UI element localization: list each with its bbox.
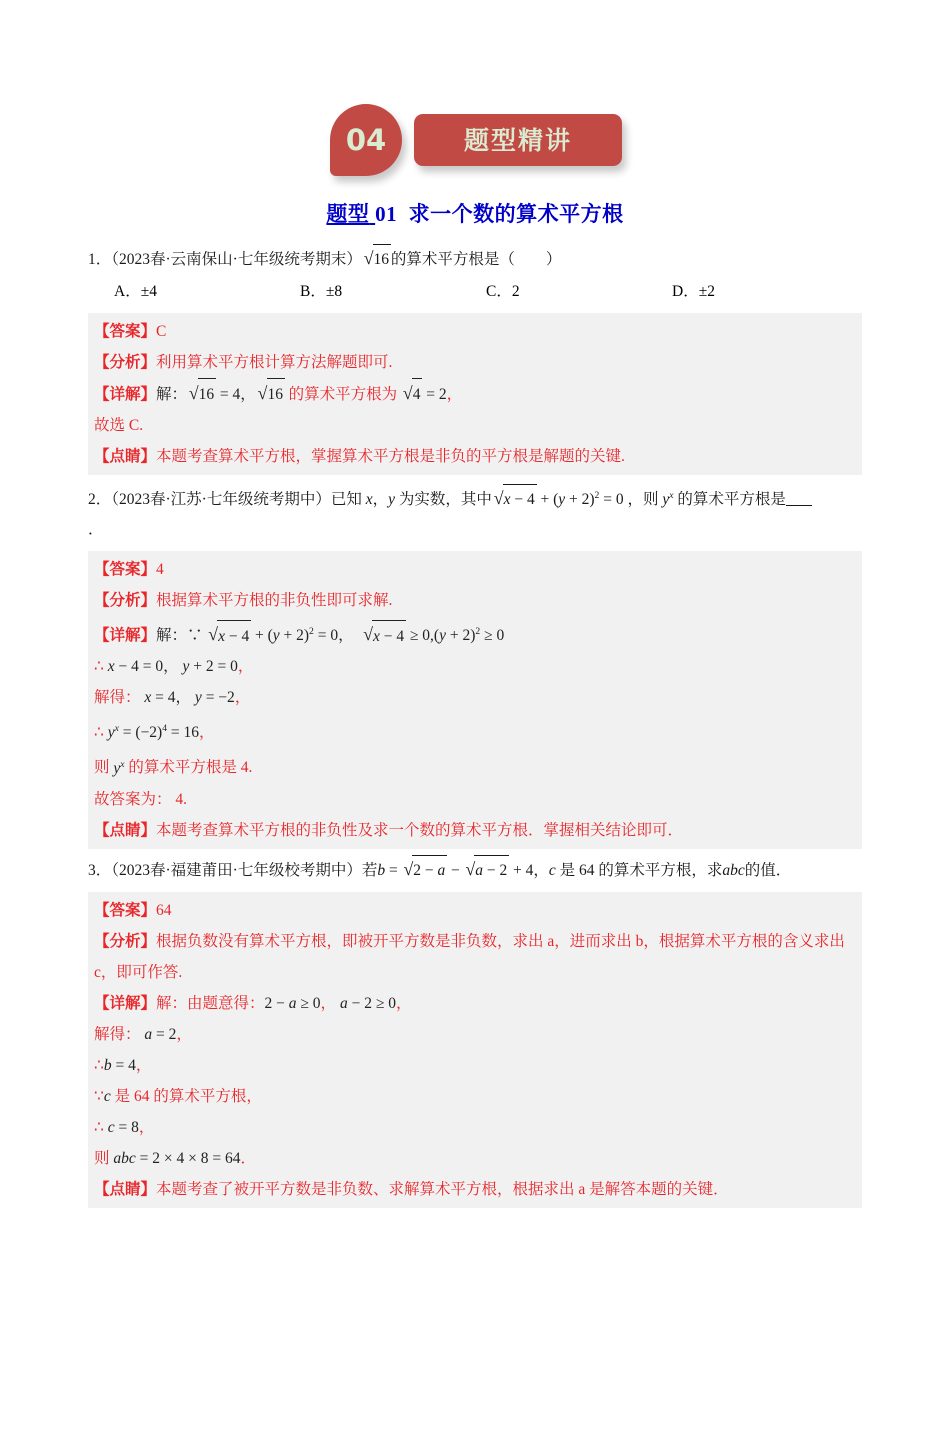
answer-line bbox=[88, 554, 862, 585]
math-sqrt-a-minus-2: √a − 2 bbox=[464, 855, 510, 886]
section-banner bbox=[0, 104, 950, 176]
question-text: 的算术平方根是（ ） bbox=[390, 251, 562, 268]
insight-text: 本题考查算术平方根的非负性及求一个数的算术平方根．掌握相关结论即可． bbox=[156, 821, 684, 839]
banner-number-badge bbox=[330, 104, 402, 176]
option-c-value: 2 bbox=[511, 283, 520, 300]
banner-title-bar bbox=[414, 114, 622, 166]
analysis-label: 【分析】 bbox=[94, 354, 157, 371]
choose-label: 故选 bbox=[94, 417, 126, 434]
detail-line-3: ∴b = 4， bbox=[94, 1056, 152, 1074]
math-sqrt-x-minus-4: √x − 4 bbox=[492, 484, 537, 515]
question-stem: 3．（2023春·福建莆田·七年级校考期中）若b = √2 − a − √a − 2 + 4，c 是 64 的算术平方根，求abc的值． bbox=[88, 855, 862, 886]
detail-label: 【详解】 bbox=[94, 386, 157, 403]
option-c-key: C． bbox=[486, 283, 512, 300]
math-sqrt-16: √16 bbox=[362, 244, 391, 275]
insight-label: 【点睛】 bbox=[94, 448, 157, 465]
question-stem: 2．（2023春·江苏·七年级统考期中）已知 x，y 为实数，其中 $√x - 4 + (y + 2)^2 = 0$ ，则 $y^x$ 的算术平方根是 bbox=[88, 481, 862, 515]
option-c[interactable] bbox=[486, 277, 672, 307]
analysis-label: 【分析】 bbox=[94, 592, 157, 610]
solve-word: 解： bbox=[156, 386, 188, 403]
banner-title: 题型精讲 bbox=[463, 125, 572, 155]
detail-label: 【详解】 bbox=[94, 994, 157, 1012]
insight-line bbox=[88, 441, 862, 472]
answer-blank[interactable] bbox=[786, 490, 812, 506]
analysis-line bbox=[88, 347, 862, 378]
answer-value: 64 bbox=[156, 901, 172, 919]
math-sqrt-2-minus-a: √2 − a bbox=[402, 855, 448, 886]
question-number: 3． bbox=[88, 861, 112, 879]
option-list bbox=[88, 277, 862, 307]
question-source: （2023春·江苏·七年级统考期中） bbox=[111, 491, 331, 509]
question-number: 2． bbox=[88, 491, 112, 509]
insight-text: 本题考查算术平方根，掌握算术平方根是非负的平方根是解题的关键. bbox=[156, 448, 625, 465]
analysis-text: 利用算术平方根计算方法解题即可. bbox=[156, 354, 393, 371]
answer-line bbox=[88, 316, 862, 347]
answer-label: 【答案】 bbox=[94, 323, 157, 340]
analysis-line bbox=[88, 926, 862, 988]
detail-line-6: 故答案为： 4. bbox=[94, 790, 188, 808]
answer-block bbox=[88, 892, 862, 1208]
insight-line bbox=[88, 1174, 862, 1205]
option-a-value: ±4 bbox=[140, 283, 157, 300]
option-a-key: A． bbox=[114, 283, 141, 300]
option-b-value: ±8 bbox=[325, 283, 343, 300]
detail-line-1: 【详解】解：∵ $√x - 4 + (y + 2)^2 = 0$， $√x - 4 \ge 0,(y + 2)^2 \ge 0$ bbox=[88, 616, 862, 651]
detail-line-5: ∴ c = 8， bbox=[94, 1118, 155, 1136]
analysis-text: 根据负数没有算术平方根，即被开平方数是非负数，求出 a，进而求出 b，根据算术平方根的含义求出 c，即可作答. bbox=[94, 932, 845, 981]
option-b-key: B． bbox=[300, 283, 326, 300]
detail-line-5: 则 $y^x$ 的算术平方根是 4. bbox=[94, 758, 253, 777]
question-1 bbox=[88, 244, 862, 475]
section-label: 题型 bbox=[326, 202, 370, 226]
insight-line bbox=[88, 815, 862, 846]
analysis-line bbox=[88, 585, 862, 616]
page-title bbox=[0, 198, 950, 228]
question-stem-continued: ． bbox=[88, 521, 104, 539]
math-step-3: √4 = 2 bbox=[401, 386, 447, 403]
solve-word: 解： bbox=[156, 627, 188, 645]
detail-line-2: 解得： a = 2， bbox=[94, 1025, 192, 1043]
answer-label: 【答案】 bbox=[94, 901, 157, 919]
option-b[interactable] bbox=[300, 277, 486, 307]
question-source: （2023春·福建莆田·七年级校考期中） bbox=[111, 861, 362, 879]
banner-number: 04 bbox=[345, 122, 387, 157]
answer-label: 【答案】 bbox=[94, 561, 157, 579]
analysis-text: 根据算术平方根的非负性即可求解. bbox=[156, 592, 393, 610]
detail-line-1: 【详解】解： √16 = 4， √16 的算术平方根为 √4 = 2， bbox=[88, 378, 862, 410]
detail-line-4: ∵c 是 64 的算术平方根， bbox=[94, 1087, 262, 1105]
final-answer-label: 故答案为： bbox=[94, 790, 172, 808]
answer-block bbox=[88, 551, 862, 848]
section-title-text: 求一个数的算术平方根 bbox=[408, 202, 624, 226]
section-number: 01 bbox=[375, 202, 398, 226]
detail-line-6: 则 abc = 2 × 4 × 8 = 64． bbox=[94, 1149, 257, 1167]
math-y-pow-x: $y^x$ bbox=[662, 490, 674, 509]
question-number: 1． bbox=[88, 251, 112, 268]
answer-line bbox=[88, 895, 862, 926]
option-d-value: ±2 bbox=[698, 283, 715, 300]
detail-line-2: ∴ x − 4 = 0， y + 2 = 0， bbox=[94, 658, 254, 676]
insight-text: 本题考查了被开平方数是非负数、求解算术平方根，根据求出 a 是解答本题的关键． bbox=[156, 1180, 729, 1198]
analysis-label: 【分析】 bbox=[94, 932, 157, 950]
answer-value: 4 bbox=[156, 561, 164, 579]
detail-line-3: 解得： x = 4， y = −2， bbox=[94, 689, 251, 707]
insight-label: 【点睛】 bbox=[94, 1180, 157, 1198]
detail-line-2: 故选 C. bbox=[94, 417, 144, 434]
math-step-1: √16 = 4 bbox=[187, 386, 240, 403]
answer-value: C bbox=[156, 323, 167, 340]
insight-label: 【点睛】 bbox=[94, 821, 157, 839]
option-a[interactable] bbox=[114, 277, 300, 307]
question-source: （2023春·云南保山·七年级统考期末） bbox=[111, 251, 362, 268]
question-3 bbox=[88, 855, 862, 1208]
option-d[interactable] bbox=[672, 277, 858, 307]
document-page bbox=[0, 104, 950, 1448]
detail-line-4: ∴ $y^x = (-2)^4 = 16$， bbox=[94, 723, 215, 742]
detail-line-1: 【详解】解：由题意得：2 − a ≥ 0， a − 2 ≥ 0， bbox=[94, 994, 412, 1012]
question-stem bbox=[88, 244, 862, 275]
question-2 bbox=[88, 481, 862, 849]
detail-label: 【详解】 bbox=[94, 627, 157, 645]
math-step-2: √16 bbox=[256, 386, 285, 403]
option-d-key: D． bbox=[672, 283, 699, 300]
answer-block bbox=[88, 313, 862, 475]
